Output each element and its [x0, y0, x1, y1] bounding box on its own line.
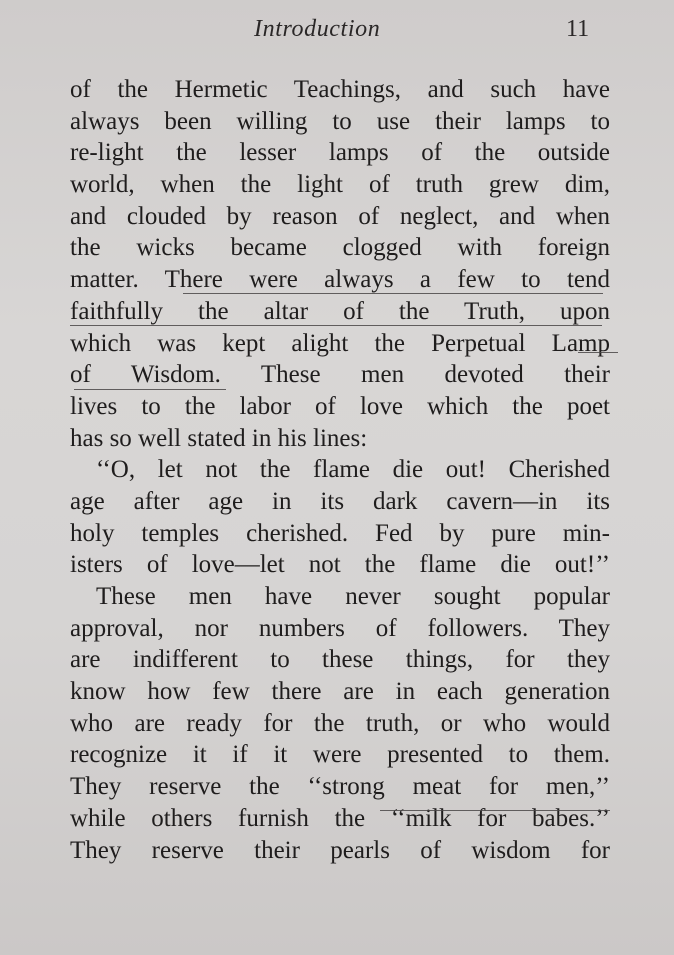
text-line: who are ready for the truth, or who would — [70, 709, 610, 737]
underline-mark — [183, 293, 603, 294]
text-line: always been willing to use their lamps to — [70, 107, 610, 135]
text-line: They reserve the ‘‘strong meat for men,’’ — [70, 773, 610, 801]
text-line: know how few there are in each generation — [70, 678, 610, 706]
text-line: faithfully the altar of the Truth, upon — [70, 297, 610, 325]
body-text — [70, 74, 610, 866]
text-line: has so well stated in his lines: — [70, 424, 368, 452]
underline-mark — [70, 325, 602, 326]
text-line: world, when the light of truth grew dim, — [70, 171, 610, 199]
text-line: These men have never sought popular — [96, 583, 610, 610]
running-title: Introduction — [254, 16, 381, 42]
text-line: isters of love—let not the flame die out!’’ — [70, 551, 610, 579]
text-line: and clouded by reason of neglect, and when — [70, 202, 610, 230]
text-line: while others furnish the ‘‘milk for babes.’’ — [70, 804, 610, 832]
text-line: holy temples cherished. Fed by pure min- — [70, 519, 610, 547]
page-number: 11 — [566, 16, 590, 42]
text-line: are indifferent to these things, for they — [70, 646, 610, 674]
text-line: age after age in its dark cavern—in its — [70, 487, 610, 515]
underline-mark — [578, 352, 618, 353]
text-line: matter. There were always a few to tend — [70, 266, 610, 294]
text-line: of the Hermetic Teachings, and such have — [70, 76, 610, 103]
text-line: recognize it if it were presented to them. — [70, 741, 610, 769]
text-line: re-light the lesser lamps of the outside — [70, 139, 610, 167]
text-line: which was kept alight the Perpetual Lamp — [70, 329, 610, 357]
text-line: the wicks became clogged with foreign — [70, 234, 610, 262]
text-line: of Wisdom. These men devoted their — [70, 361, 610, 389]
text-line: approval, nor numbers of followers. They — [70, 614, 610, 642]
text-line: lives to the labor of love which the poet — [70, 392, 610, 420]
underline-mark — [380, 810, 610, 811]
underline-mark — [74, 389, 226, 390]
text-line: ‘‘O, let not the flame die out! Cherished — [96, 456, 610, 484]
text-line: They reserve their pearls of wisdom for — [70, 836, 610, 864]
